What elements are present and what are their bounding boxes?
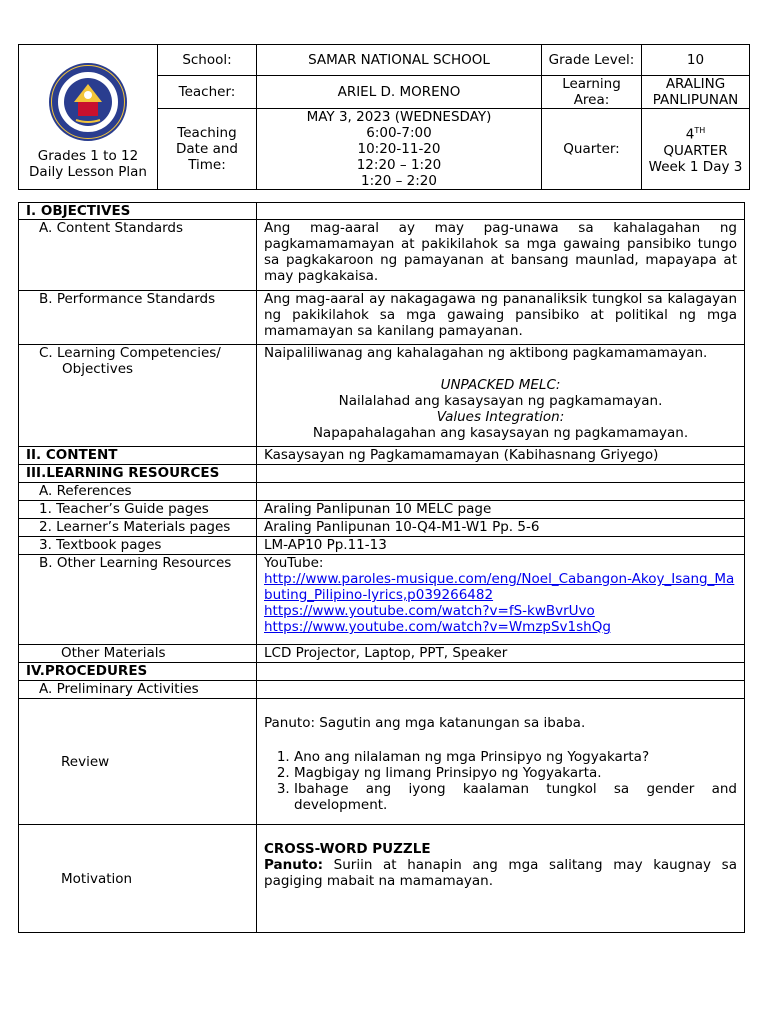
values-integration-text: Napapahalagahan ang kasaysayan ng pagkamamayan. — [312, 425, 689, 441]
dlp-title-cell — [19, 45, 158, 190]
quarter-label: Quarter: — [542, 109, 642, 190]
youtube-label: YouTube: — [264, 555, 324, 571]
motivation-label: Motivation — [19, 825, 257, 933]
school-label: School: — [158, 45, 257, 76]
grade-value: 10 — [642, 45, 750, 76]
procedures-heading: IV.PROCEDURES — [19, 663, 257, 681]
resource-link[interactable]: http://www.paroles-musique.com/eng/Noel_Cabangon-Akoy_Isang_Mabuting_Pilipino-lyrics,p039266482 — [264, 571, 735, 603]
teacher-label: Teacher: — [158, 76, 257, 109]
unpacked-melc-text: Nailalahad ang kasaysayan ng pagkamamayan. — [338, 393, 663, 409]
list-item: 3. Ibahage ang iyong kaalaman tungkol sa gender and development. — [294, 781, 737, 813]
unpacked-melc-label: UNPACKED MELC: — [440, 377, 561, 393]
teacher-value: ARIEL D. MORENO — [257, 76, 542, 109]
textbook-label: 3. Textbook pages — [19, 537, 257, 555]
datetime-value — [257, 109, 542, 190]
review-instruction: Panuto: Sagutin ang mga katanungan sa ibaba. — [264, 715, 586, 731]
teachers-guide-label: 1. Teacher’s Guide pages — [19, 501, 257, 519]
resource-link[interactable]: https://www.youtube.com/watch?v=WmzpSv1shQg — [264, 619, 611, 635]
motivation-title: CROSS-WORD PUZZLE — [264, 841, 431, 857]
textbook-value: LM-AP10 Pp.11-13 — [257, 537, 745, 555]
quarter-week: Week 1 Day 3 — [648, 158, 743, 175]
header-table — [18, 44, 750, 190]
area-label: Learning Area: — [542, 76, 642, 109]
datetime-line: 10:20-11-20 — [357, 141, 441, 157]
datetime-line: MAY 3, 2023 (WEDNESDAY) — [306, 109, 492, 125]
list-item: 1. Ano ang nilalaman ng mga Prinsipyo ng Yogyakarta? — [294, 749, 737, 765]
other-materials-label: Other Materials — [19, 645, 257, 663]
performance-standards-label: B. Performance Standards — [19, 291, 257, 345]
deped-seal-icon — [48, 62, 128, 142]
lesson-table — [18, 202, 745, 933]
datetime-line: 6:00-7:00 — [366, 125, 432, 141]
learners-materials-label: 2. Learner’s Materials pages — [19, 519, 257, 537]
resources-heading: III.LEARNING RESOURCES — [19, 465, 257, 483]
motivation-instruction — [264, 857, 737, 889]
preliminary-label: A. Preliminary Activities — [19, 681, 257, 699]
dlp-title-line2: Daily Lesson Plan — [29, 164, 147, 180]
list-item: 2. Magbigay ng limang Prinsipyo ng Yogyakarta. — [294, 765, 737, 781]
other-materials-value: LCD Projector, Laptop, PPT, Speaker — [257, 645, 745, 663]
datetime-label: Teaching Date and Time: — [158, 109, 257, 190]
competencies-cell — [257, 345, 745, 447]
quarter-num: 4 — [685, 126, 695, 143]
competencies-label: C. Learning Competencies/ Objectives — [19, 345, 257, 447]
review-list — [264, 749, 737, 813]
resource-link[interactable]: https://www.youtube.com/watch?v=fS-kwBvrUvo — [264, 603, 595, 619]
datetime-line: 12:20 – 1:20 — [356, 157, 442, 173]
motivation-text: Suriin at hanapin ang mga salitang may kaugnay sa pagiging mabait na mamamayan. — [264, 857, 737, 889]
quarter-value — [642, 109, 750, 190]
performance-standards-text: Ang mag-aaral ay nakagagawa ng pananaliksik tungkol sa kalagayan ng pakikilahok sa mga gawaing pansibiko at politikal ng mga mamamayan sa kanilang pamayanan. — [257, 291, 745, 345]
competency-text: Naipaliliwanag ang kahalagahan ng aktibong pagkamamamayan. — [264, 345, 708, 361]
motivation-cell — [257, 825, 745, 933]
area-value: ARALING PANLIPUNAN — [642, 76, 750, 109]
other-resources-cell — [257, 555, 745, 645]
quarter-word: QUARTER — [663, 142, 728, 159]
review-label: Review — [19, 699, 257, 825]
references-label: A. References — [19, 483, 257, 501]
content-standards-text: Ang mag-aaral ay may pag-unawa sa kahalagahan ng pagkamamamayan at pakikilahok sa mga gawaing pansibiko tungo sa pagkakaroon ng pamayanan at bansang maunlad, mapayapa at may pagkakaisa. — [257, 220, 745, 291]
values-integration-label: Values Integration: — [436, 409, 565, 425]
content-heading: II. CONTENT — [19, 447, 257, 465]
quarter-sup: TH — [694, 126, 706, 136]
review-cell — [257, 699, 745, 825]
content-text: Kasaysayan ng Pagkamamamayan (Kabihasnang Griyego) — [257, 447, 745, 465]
dlp-title-line1: Grades 1 to 12 — [37, 148, 139, 164]
grade-label: Grade Level: — [542, 45, 642, 76]
content-standards-label: A. Content Standards — [19, 220, 257, 291]
datetime-line: 1:20 – 2:20 — [361, 173, 437, 189]
learners-materials-value: Araling Panlipunan 10-Q4-M1-W1 Pp. 5-6 — [257, 519, 745, 537]
school-value: SAMAR NATIONAL SCHOOL — [257, 45, 542, 76]
teachers-guide-value: Araling Panlipunan 10 MELC page — [257, 501, 745, 519]
motivation-panuto: Panuto: — [264, 857, 323, 873]
objectives-heading: I. OBJECTIVES — [19, 203, 257, 220]
other-resources-label: B. Other Learning Resources — [19, 555, 257, 645]
